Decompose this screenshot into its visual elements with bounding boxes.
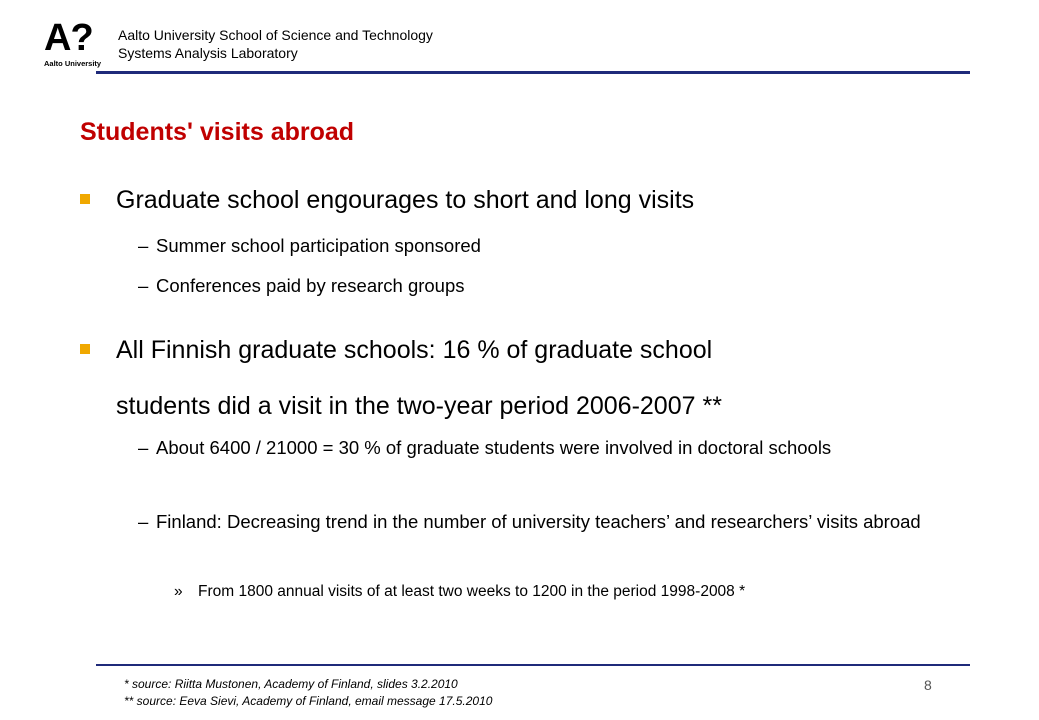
dash-icon: – [138,235,149,256]
page-number: 8 [924,677,932,693]
bullet-2-text [116,326,976,430]
bullet-2-line2: students did a visit in the two-year period 2006-2007 ** [116,392,722,420]
logo-text: Aalto University [44,59,102,68]
bullet-2-line1: All Finnish graduate schools: 16 % of graduate school [116,336,713,364]
bullet-1-sub-1 [138,228,976,264]
header-line1: Aalto University School of Science and Technology [118,27,433,43]
bullet-1-sub-1-text: Summer school participation sponsored [156,235,481,256]
dash-icon: – [138,275,149,296]
bullet-square-icon [80,194,90,204]
footnote-2: ** source: Eeva Sievi, Academy of Finland, email message 17.5.2010 [124,694,493,708]
footer-rule [96,664,970,666]
bullet-2-sub-2-sub-1-text: From 1800 annual visits of at least two weeks to 1200 in the period 1998-2008 * [198,583,746,600]
bullet-1-sub-2-text: Conferences paid by research groups [156,275,465,296]
footnote-1: * source: Riitta Mustonen, Academy of Finland, slides 3.2.2010 [124,677,458,691]
logo-mark: A? [44,17,93,59]
bullet-square-icon [80,344,90,354]
chevron-right-icon: » [174,583,183,600]
header-line2: Systems Analysis Laboratory [118,45,298,61]
header-text [118,26,433,62]
bullet-2-sub-2-text: Finland: Decreasing trend in the number of university teachers’ and researchers’ visits abroad [156,511,921,532]
dash-icon: – [138,511,149,532]
bullet-2-sub-2 [138,504,976,540]
bullet-2-sub-1 [138,430,976,466]
bullet-2-sub-1-text: About 6400 / 21000 = 30 % of graduate students were involved in doctoral schools [156,437,832,458]
aalto-logo [44,18,104,70]
bullet-1-text: Graduate school engourages to short and long visits [116,186,695,214]
dash-icon: – [138,437,149,458]
slide-title: Students' visits abroad [80,118,355,146]
bullet-2-sub-2-sub-1 [174,577,978,607]
header-rule [96,71,970,74]
bullet-1-sub-2 [138,268,976,304]
